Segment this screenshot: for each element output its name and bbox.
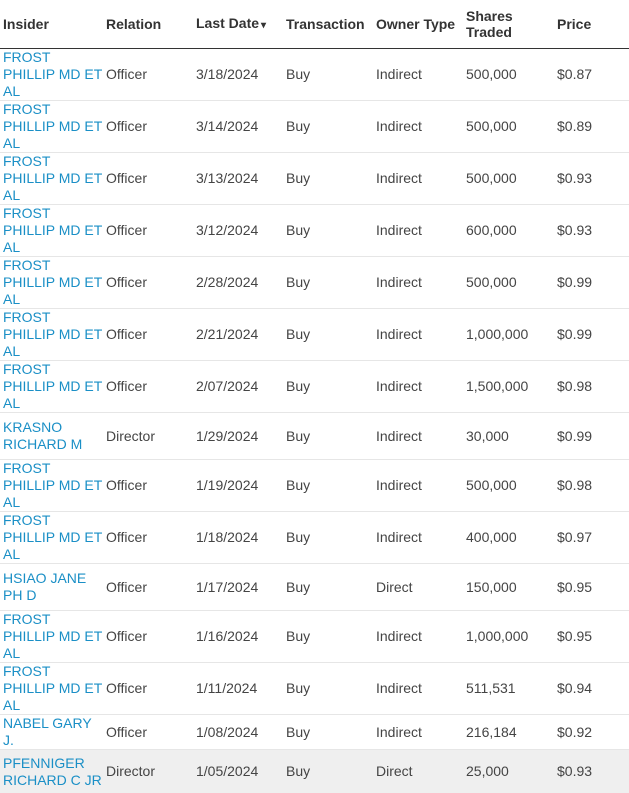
relation-cell: Officer <box>103 49 193 101</box>
insider-link[interactable]: KRASNO RICHARD M <box>3 419 103 453</box>
relation-cell: Officer <box>103 611 193 663</box>
date-cell: 2/28/2024 <box>193 257 283 309</box>
insider-link[interactable]: FROST PHILLIP MD ET AL <box>3 361 103 412</box>
price-cell: $0.93 <box>554 153 629 205</box>
table-row <box>0 101 629 153</box>
price-cell: $0.87 <box>554 49 629 101</box>
transaction-cell: Buy <box>283 361 373 413</box>
shares-cell: 216,184 <box>463 715 554 750</box>
transaction-cell: Buy <box>283 564 373 611</box>
transaction-cell: Buy <box>283 715 373 750</box>
table-row <box>0 205 629 257</box>
transaction-cell: Buy <box>283 663 373 715</box>
date-cell: 3/14/2024 <box>193 101 283 153</box>
shares-cell: 500,000 <box>463 257 554 309</box>
insider-cell <box>0 750 103 793</box>
shares-cell: 30,000 <box>463 413 554 460</box>
insider-link[interactable]: FROST PHILLIP MD ET AL <box>3 205 103 256</box>
owner-type-cell: Indirect <box>373 611 463 663</box>
table-header-row <box>0 0 629 49</box>
date-cell: 2/21/2024 <box>193 309 283 361</box>
price-cell: $0.98 <box>554 460 629 512</box>
insider-cell <box>0 460 103 512</box>
price-cell: $0.99 <box>554 309 629 361</box>
shares-cell: 150,000 <box>463 564 554 611</box>
owner-type-cell: Indirect <box>373 361 463 413</box>
insider-link[interactable]: FROST PHILLIP MD ET AL <box>3 49 103 100</box>
insider-cell <box>0 205 103 257</box>
table-row <box>0 153 629 205</box>
table-row <box>0 361 629 413</box>
col-header-transaction[interactable]: Transaction <box>283 0 373 49</box>
price-cell: $0.98 <box>554 361 629 413</box>
date-cell: 1/17/2024 <box>193 564 283 611</box>
transaction-cell: Buy <box>283 257 373 309</box>
insider-link[interactable]: NABEL GARY J. <box>3 715 103 749</box>
insider-link[interactable]: HSIAO JANE PH D <box>3 570 103 604</box>
transaction-cell: Buy <box>283 153 373 205</box>
insider-cell <box>0 663 103 715</box>
table-row <box>0 257 629 309</box>
owner-type-cell: Indirect <box>373 309 463 361</box>
table-row <box>0 413 629 460</box>
insider-link[interactable]: FROST PHILLIP MD ET AL <box>3 257 103 308</box>
owner-type-cell: Indirect <box>373 413 463 460</box>
transaction-cell: Buy <box>283 101 373 153</box>
relation-cell: Officer <box>103 309 193 361</box>
owner-type-cell: Indirect <box>373 715 463 750</box>
col-header-owner-type[interactable]: Owner Type <box>373 0 463 49</box>
col-header-price[interactable]: Price <box>554 0 629 49</box>
shares-cell: 25,000 <box>463 750 554 793</box>
relation-cell: Officer <box>103 715 193 750</box>
price-cell: $0.89 <box>554 101 629 153</box>
table-row <box>0 564 629 611</box>
col-header-relation[interactable]: Relation <box>103 0 193 49</box>
col-header-shares-traded[interactable]: Shares Traded <box>463 0 554 49</box>
table-row <box>0 611 629 663</box>
transaction-cell: Buy <box>283 413 373 460</box>
insider-link[interactable]: FROST PHILLIP MD ET AL <box>3 460 103 511</box>
insider-link[interactable]: PFENNIGER RICHARD C JR <box>3 755 103 789</box>
insider-link[interactable]: FROST PHILLIP MD ET AL <box>3 101 103 152</box>
date-cell: 1/16/2024 <box>193 611 283 663</box>
insider-cell <box>0 715 103 750</box>
price-cell: $0.93 <box>554 750 629 793</box>
table-row <box>0 750 629 793</box>
price-cell: $0.99 <box>554 257 629 309</box>
table-row <box>0 715 629 750</box>
table-row <box>0 663 629 715</box>
owner-type-cell: Indirect <box>373 153 463 205</box>
date-cell: 1/08/2024 <box>193 715 283 750</box>
shares-cell: 511,531 <box>463 663 554 715</box>
price-cell: $0.92 <box>554 715 629 750</box>
insider-cell <box>0 512 103 564</box>
price-cell: $0.97 <box>554 512 629 564</box>
table-row <box>0 460 629 512</box>
date-cell: 1/29/2024 <box>193 413 283 460</box>
relation-cell: Officer <box>103 153 193 205</box>
insider-link[interactable]: FROST PHILLIP MD ET AL <box>3 611 103 662</box>
relation-cell: Officer <box>103 460 193 512</box>
price-cell: $0.95 <box>554 611 629 663</box>
date-cell: 3/13/2024 <box>193 153 283 205</box>
insider-cell <box>0 413 103 460</box>
shares-cell: 500,000 <box>463 460 554 512</box>
price-cell: $0.93 <box>554 205 629 257</box>
date-cell: 1/19/2024 <box>193 460 283 512</box>
price-cell: $0.95 <box>554 564 629 611</box>
relation-cell: Officer <box>103 512 193 564</box>
relation-cell: Director <box>103 413 193 460</box>
relation-cell: Officer <box>103 564 193 611</box>
transaction-cell: Buy <box>283 611 373 663</box>
insider-cell <box>0 101 103 153</box>
date-cell: 1/11/2024 <box>193 663 283 715</box>
owner-type-cell: Indirect <box>373 49 463 101</box>
transaction-cell: Buy <box>283 750 373 793</box>
insider-cell <box>0 564 103 611</box>
date-cell: 1/05/2024 <box>193 750 283 793</box>
table-row <box>0 49 629 101</box>
table-row <box>0 309 629 361</box>
shares-cell: 600,000 <box>463 205 554 257</box>
owner-type-cell: Direct <box>373 564 463 611</box>
owner-type-cell: Indirect <box>373 101 463 153</box>
insider-cell <box>0 309 103 361</box>
shares-cell: 500,000 <box>463 101 554 153</box>
relation-cell: Officer <box>103 101 193 153</box>
owner-type-cell: Indirect <box>373 257 463 309</box>
insider-cell <box>0 361 103 413</box>
table-body <box>0 49 629 793</box>
relation-cell: Director <box>103 750 193 793</box>
owner-type-cell: Indirect <box>373 460 463 512</box>
transaction-cell: Buy <box>283 309 373 361</box>
date-cell: 2/07/2024 <box>193 361 283 413</box>
relation-cell: Officer <box>103 257 193 309</box>
col-header-insider[interactable]: Insider <box>0 0 103 49</box>
table-row <box>0 512 629 564</box>
transaction-cell: Buy <box>283 512 373 564</box>
date-cell: 1/18/2024 <box>193 512 283 564</box>
transaction-cell: Buy <box>283 49 373 101</box>
date-cell: 3/18/2024 <box>193 49 283 101</box>
insider-cell <box>0 611 103 663</box>
price-cell: $0.99 <box>554 413 629 460</box>
price-cell: $0.94 <box>554 663 629 715</box>
col-header-last-date-label: Last Date <box>196 15 259 31</box>
insider-link[interactable]: FROST PHILLIP MD ET AL <box>3 309 103 360</box>
shares-cell: 1,000,000 <box>463 309 554 361</box>
col-header-last-date[interactable] <box>193 0 283 49</box>
shares-cell: 1,000,000 <box>463 611 554 663</box>
transaction-cell: Buy <box>283 460 373 512</box>
owner-type-cell: Direct <box>373 750 463 793</box>
insider-link[interactable]: FROST PHILLIP MD ET AL <box>3 512 103 563</box>
relation-cell: Officer <box>103 361 193 413</box>
owner-type-cell: Indirect <box>373 663 463 715</box>
shares-cell: 1,500,000 <box>463 361 554 413</box>
insider-link[interactable]: FROST PHILLIP MD ET AL <box>3 153 103 204</box>
relation-cell: Officer <box>103 663 193 715</box>
shares-cell: 400,000 <box>463 512 554 564</box>
shares-cell: 500,000 <box>463 49 554 101</box>
sort-desc-icon: ▾ <box>261 20 266 31</box>
shares-cell: 500,000 <box>463 153 554 205</box>
insider-cell <box>0 49 103 101</box>
relation-cell: Officer <box>103 205 193 257</box>
owner-type-cell: Indirect <box>373 205 463 257</box>
insider-cell <box>0 257 103 309</box>
insider-link[interactable]: FROST PHILLIP MD ET AL <box>3 663 103 714</box>
date-cell: 3/12/2024 <box>193 205 283 257</box>
insider-cell <box>0 153 103 205</box>
owner-type-cell: Indirect <box>373 512 463 564</box>
transaction-cell: Buy <box>283 205 373 257</box>
